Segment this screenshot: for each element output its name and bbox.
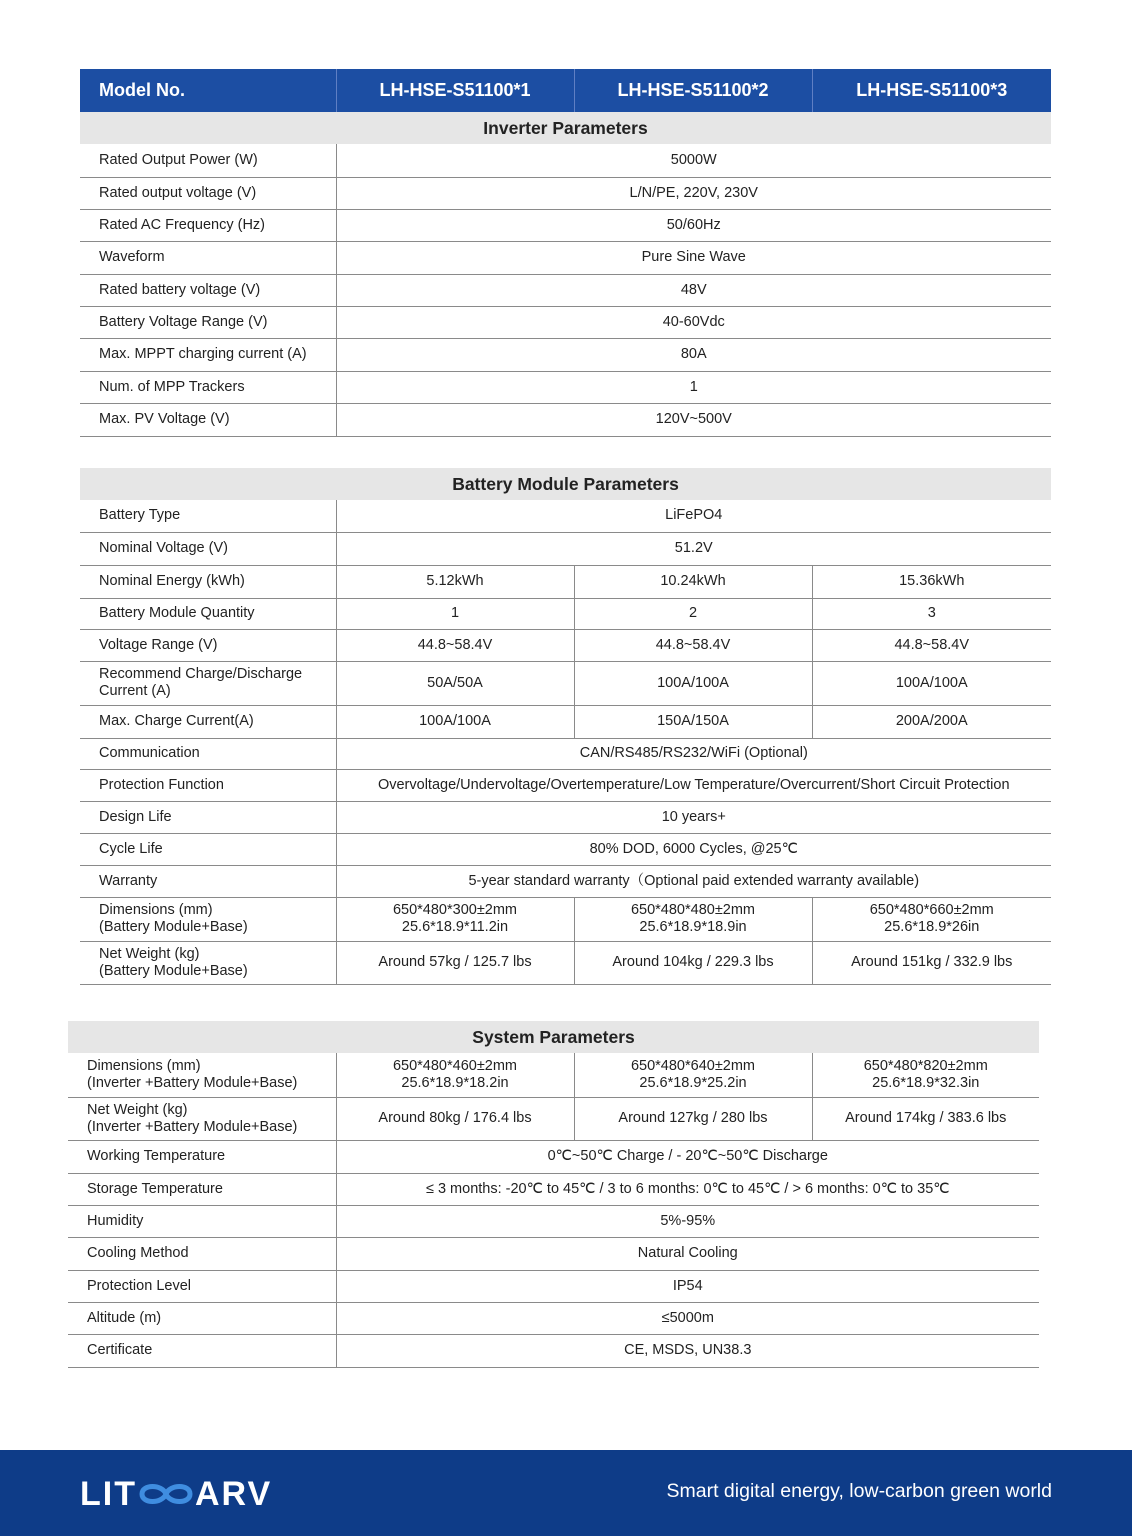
row-label-line: Dimensions (mm) — [87, 1058, 201, 1075]
table-row — [80, 661, 1051, 705]
row-value — [336, 1053, 574, 1097]
row-value-line: 25.6*18.9*26in — [884, 919, 980, 935]
row-label — [68, 1097, 336, 1140]
row-label-line: Recommend Charge/Discharge — [99, 666, 303, 683]
row-label: Rated output voltage (V) — [80, 177, 336, 209]
row-label-line: (Battery Module+Base) — [99, 919, 248, 935]
table-row — [80, 274, 1051, 306]
row-label: Protection Function — [80, 769, 336, 801]
row-label: Battery Module Quantity — [80, 598, 336, 629]
row-label: Altitude (m) — [68, 1302, 336, 1334]
table-row — [80, 532, 1051, 565]
row-value: 10.24kWh — [574, 565, 812, 598]
row-label: Nominal Energy (kWh) — [80, 565, 336, 598]
battery-tbody — [80, 468, 1051, 984]
row-label: Rated battery voltage (V) — [80, 274, 336, 306]
table-row — [80, 705, 1051, 738]
row-value: 3 — [812, 598, 1051, 629]
model-label: Model No. — [80, 69, 336, 112]
row-value — [336, 897, 574, 941]
system-section-row — [68, 1021, 1039, 1053]
battery-table — [80, 468, 1051, 985]
row-label — [80, 661, 336, 705]
row-label: Humidity — [68, 1205, 336, 1237]
row-value: 100A/100A — [336, 705, 574, 738]
row-value: Pure Sine Wave — [336, 241, 1051, 274]
table-row — [80, 241, 1051, 274]
row-value-line: 650*480*300±2mm — [392, 902, 518, 919]
row-value: 1 — [336, 371, 1051, 403]
row-value: CAN/RS485/RS232/WiFi (Optional) — [336, 738, 1051, 769]
table-row — [80, 565, 1051, 598]
row-label: Communication — [80, 738, 336, 769]
table-row — [80, 338, 1051, 371]
row-label: Battery Voltage Range (V) — [80, 306, 336, 338]
row-label: Certificate — [68, 1334, 336, 1367]
inverter-table — [80, 69, 1051, 437]
row-value — [574, 897, 812, 941]
table-row — [80, 769, 1051, 801]
row-label-line: Dimensions (mm) — [99, 902, 213, 919]
row-value-line: 25.6*18.9*32.3in — [872, 1074, 980, 1091]
row-label: Nominal Voltage (V) — [80, 532, 336, 565]
table-row — [80, 306, 1051, 338]
table-row — [80, 865, 1051, 897]
table-row — [80, 598, 1051, 629]
row-label: Warranty — [80, 865, 336, 897]
row-value: IP54 — [336, 1270, 1039, 1302]
row-label — [68, 1053, 336, 1097]
row-value: 15.36kWh — [812, 565, 1051, 598]
row-label: Rated Output Power (W) — [80, 144, 336, 177]
table-row — [68, 1053, 1039, 1097]
row-value: Natural Cooling — [336, 1237, 1039, 1270]
table-row — [68, 1097, 1039, 1140]
inverter-section-row — [80, 112, 1051, 144]
row-label: Num. of MPP Trackers — [80, 371, 336, 403]
row-label-line: Net Weight (kg) — [99, 945, 200, 962]
table-row — [68, 1205, 1039, 1237]
table-row — [80, 371, 1051, 403]
row-label: Working Temperature — [68, 1140, 336, 1173]
table-row — [68, 1237, 1039, 1270]
model-3: LH-HSE-S51100*3 — [812, 69, 1051, 112]
row-value — [812, 1053, 1039, 1097]
row-value: 5-year standard warranty（Optional paid extended warranty available) — [336, 865, 1051, 897]
row-value-line: 25.6*18.9*18.2in — [401, 1074, 509, 1091]
row-value: Around 151kg / 332.9 lbs — [812, 941, 1051, 984]
row-value-line: 650*480*480±2mm — [630, 902, 756, 919]
row-value-line: 25.6*18.9*25.2in — [639, 1074, 747, 1091]
logo-text-right: ARV — [194, 1474, 273, 1513]
row-value: 10 years+ — [336, 801, 1051, 833]
row-value: 48V — [336, 274, 1051, 306]
table-row — [68, 1334, 1039, 1367]
row-label: Cooling Method — [68, 1237, 336, 1270]
row-label: Waveform — [80, 241, 336, 274]
row-label: Max. PV Voltage (V) — [80, 403, 336, 436]
row-value: 2 — [574, 598, 812, 629]
row-value-line: 25.6*18.9*18.9in — [639, 919, 747, 935]
row-value: 44.8~58.4V — [336, 629, 574, 661]
row-label-line: (Battery Module+Base) — [99, 962, 248, 979]
row-value: 40-60Vdc — [336, 306, 1051, 338]
row-value: Around 57kg / 125.7 lbs — [336, 941, 574, 984]
row-value: 200A/200A — [812, 705, 1051, 738]
table-row — [80, 500, 1051, 532]
table-row — [80, 738, 1051, 769]
row-value: 0℃~50℃ Charge / - 20℃~50℃ Discharge — [336, 1140, 1039, 1173]
row-value: Around 174kg / 383.6 lbs — [812, 1097, 1039, 1140]
row-value: 80A — [336, 338, 1051, 371]
table-row — [68, 1173, 1039, 1205]
row-value: Around 104kg / 229.3 lbs — [574, 941, 812, 984]
table-row — [80, 897, 1051, 941]
battery-section-title: Battery Module Parameters — [80, 468, 1051, 500]
slogan-text: Smart digital energy, low-carbon green world — [666, 1480, 1052, 1502]
table-row — [80, 209, 1051, 241]
row-value: 100A/100A — [812, 661, 1051, 705]
row-value: ≤5000m — [336, 1302, 1039, 1334]
system-table — [68, 1021, 1039, 1368]
row-value: 150A/150A — [574, 705, 812, 738]
row-value: 120V~500V — [336, 403, 1051, 436]
row-value — [574, 1053, 812, 1097]
row-value: 44.8~58.4V — [574, 629, 812, 661]
table-row — [80, 833, 1051, 865]
row-label — [80, 897, 336, 941]
row-value: 100A/100A — [574, 661, 812, 705]
row-label-line: Current (A) — [99, 683, 171, 699]
row-value: 50/60Hz — [336, 209, 1051, 241]
row-label: Max. MPPT charging current (A) — [80, 338, 336, 371]
model-header-row — [80, 69, 1051, 112]
table-row — [80, 629, 1051, 661]
model-1: LH-HSE-S51100*1 — [336, 69, 574, 112]
row-value: ≤ 3 months: -20℃ to 45℃ / 3 to 6 months: 0℃ to 45℃ / > 6 months: 0℃ to 35℃ — [336, 1173, 1039, 1205]
row-value: 51.2V — [336, 532, 1051, 565]
row-label: Voltage Range (V) — [80, 629, 336, 661]
row-label: Max. Charge Current(A) — [80, 705, 336, 738]
inverter-section-title: Inverter Parameters — [80, 112, 1051, 144]
row-label-line: (Inverter +Battery Module+Base) — [87, 1074, 298, 1091]
inverter-tbody — [80, 69, 1051, 436]
row-value-line: 650*480*660±2mm — [869, 902, 994, 919]
table-row — [68, 1270, 1039, 1302]
row-label: Protection Level — [68, 1270, 336, 1302]
table-row — [68, 1140, 1039, 1173]
logo-text-left: LIT — [80, 1474, 137, 1513]
row-value: 5.12kWh — [336, 565, 574, 598]
row-label — [80, 941, 336, 984]
row-value: 80% DOD, 6000 Cycles, @25℃ — [336, 833, 1051, 865]
row-label: Rated AC Frequency (Hz) — [80, 209, 336, 241]
brand-logo — [80, 1474, 272, 1514]
model-2: LH-HSE-S51100*2 — [574, 69, 812, 112]
row-label: Cycle Life — [80, 833, 336, 865]
table-row — [80, 801, 1051, 833]
table-row — [80, 177, 1051, 209]
logo-infinity-icon — [138, 1479, 194, 1509]
row-value-line: 650*480*460±2mm — [392, 1058, 518, 1075]
system-section-title: System Parameters — [68, 1021, 1039, 1053]
table-row — [80, 403, 1051, 436]
row-label: Battery Type — [80, 500, 336, 532]
row-value: 50A/50A — [336, 661, 574, 705]
row-value: CE, MSDS, UN38.3 — [336, 1334, 1039, 1367]
table-row — [80, 941, 1051, 984]
row-value: Around 127kg / 280 lbs — [574, 1097, 812, 1140]
row-value: Overvoltage/Undervoltage/Overtemperature/Low Temperature/Overcurrent/Short Circuit Protection — [336, 769, 1051, 801]
row-value: Around 80kg / 176.4 lbs — [336, 1097, 574, 1140]
row-label-line: Net Weight (kg) — [87, 1101, 188, 1118]
row-value: 5%-95% — [336, 1205, 1039, 1237]
row-value: 5000W — [336, 144, 1051, 177]
battery-section-row — [80, 468, 1051, 500]
row-value: 44.8~58.4V — [812, 629, 1051, 661]
row-label: Storage Temperature — [68, 1173, 336, 1205]
row-label-line: (Inverter +Battery Module+Base) — [87, 1118, 298, 1135]
row-value: 1 — [336, 598, 574, 629]
row-value-line: 650*480*640±2mm — [630, 1058, 756, 1075]
row-value — [812, 897, 1051, 941]
table-row — [68, 1302, 1039, 1334]
row-value: L/N/PE, 220V, 230V — [336, 177, 1051, 209]
table-row — [80, 144, 1051, 177]
footer-bar — [0, 1450, 1132, 1536]
row-value: LiFePO4 — [336, 500, 1051, 532]
row-label: Design Life — [80, 801, 336, 833]
row-value-line: 650*480*820±2mm — [863, 1058, 988, 1075]
row-value-line: 25.6*18.9*11.2in — [401, 919, 509, 935]
system-tbody — [68, 1021, 1039, 1367]
